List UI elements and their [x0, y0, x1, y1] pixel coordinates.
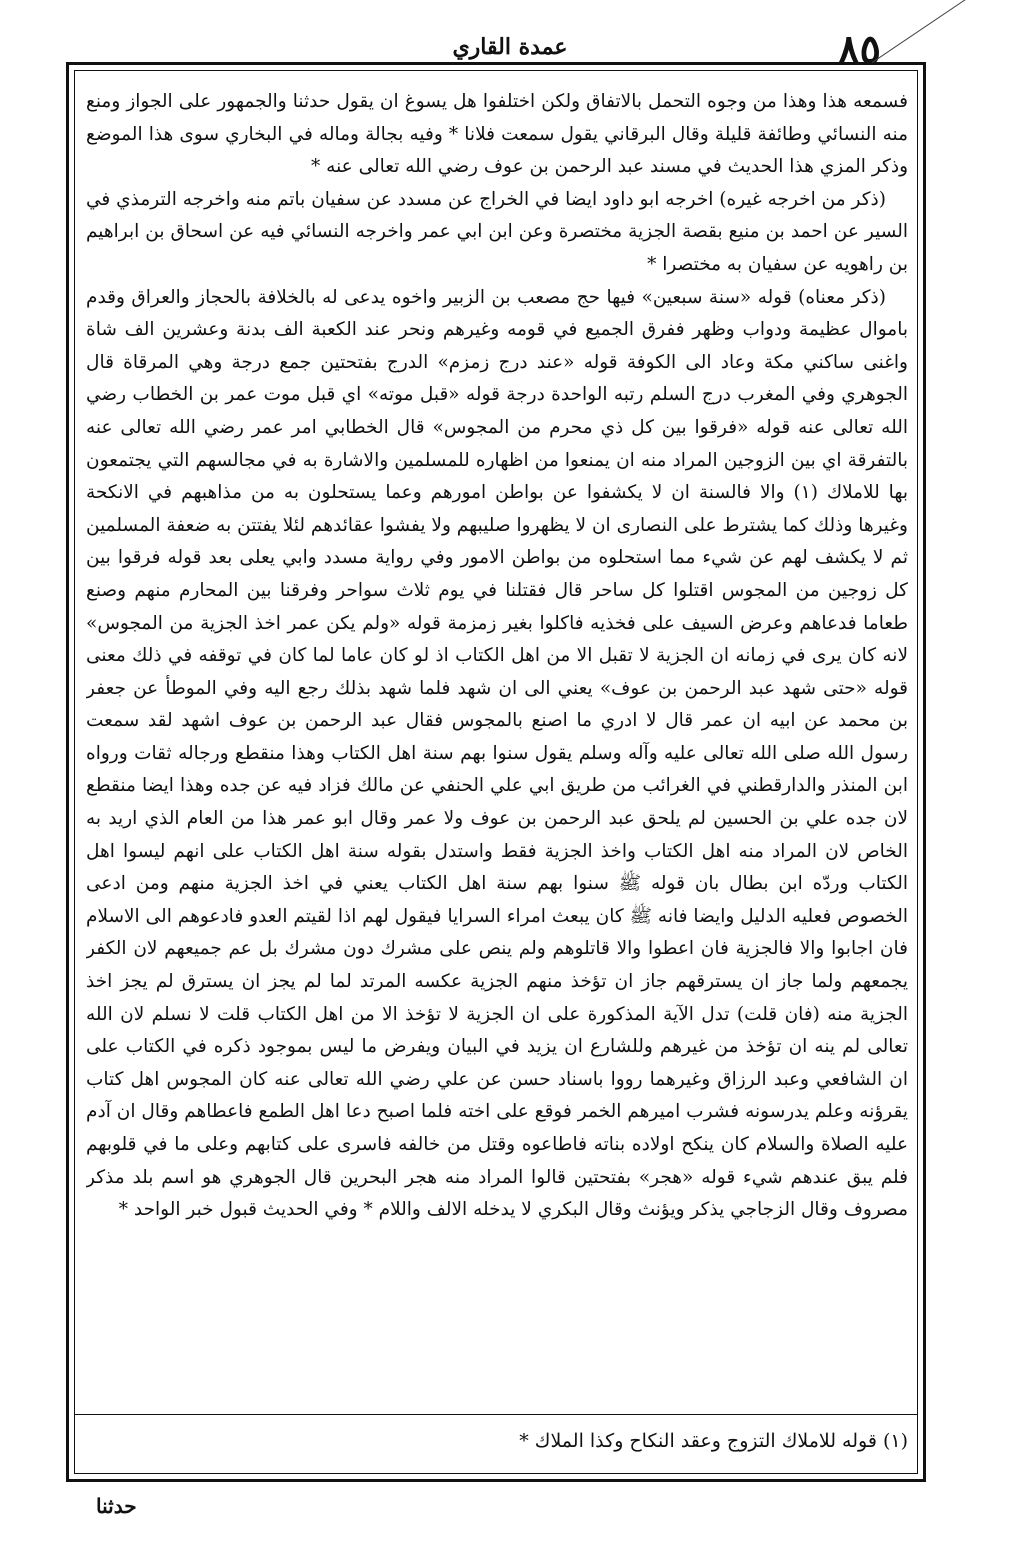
running-title: عمدة القاري [452, 34, 568, 60]
footnote-divider [74, 1414, 918, 1415]
scan-artifact-line [872, 0, 1005, 63]
footnote: (١) قوله للاملاك التزوج وعقد النكاح وكذا الملاك * [519, 1430, 908, 1452]
paragraph-intro: فسمعه هذا وهذا من وجوه التحمل بالاتفاق ولكن اختلفوا هل يسوغ ان يقول حدثنا والجمهور على الجواز ومنع منه النسائي وطائفة قليلة وقال البرقاني يقول سمعت فلانا * وفيه بجالة وماله في البخاري سوى هذا الموضع وذكر المزي هذا الحديث في مسند عبد الرحمن بن عوف رضي الله تعالى عنه * [86, 91, 908, 178]
page-number: ٨٥ [838, 26, 881, 73]
body-text [86, 86, 908, 1406]
paragraph-takhrij: (ذكر من اخرجه غيره) اخرجه ابو داود ايضا في الخراج عن مسدد عن سفيان باتم منه واخرجه الترمذي في السير عن احمد بن منيع بقصة الجزية مختصرة وعن ابن ابي عمر واخرجه النسائي فيه عن اسحاق بن ابراهيم بن راهويه عن سفيان به مختصرا * [86, 188, 908, 275]
paragraph-maana: (ذكر معناه) قوله «سنة سبعين» فيها حج مصعب بن الزبير واخوه يدعى له بالخلافة بالحجاز والعراق وقدم باموال عظيمة ودواب وظهر ففرق الجميع في قومه وغيرهم ونحر عند الكعبة الف بدنة وعشرين الف شاة واغنى ساكني مكة وعاد الى الكوفة قوله «عند درج زمزم» الدرج بفتحتين جمع درجة وهي المرقاة قال الجوهري وفي المغرب درج السلم رتبه الواحدة درجة قوله «قبل موته» اي قبل موت عمر بن الخطاب رضي الله تعالى عنه قوله «فرقوا بين كل ذي محرم من المجوس» قال الخطابي امر عمر رضي الله تعالى عنه بالتفرقة اي بين الزوجين المراد منه ان يمنعوا من اظهاره للمسلمين والاشارة به في مجالسهم التي يجتمعون بها للاملاك (١) والا فالسنة ان لا يكشفوا عن بواطن امورهم وعما يستحلون به من مذاهبهم في الانكحة وغيرها وذلك كما يشترط على النصارى ان لا يظهروا صليبهم ولا يفشوا عقائدهم لئلا يفتتن به ضعفة المسلمين ثم لا يكشف لهم عن شيء مما استحلوه من بواطن الامور وفي رواية مسدد وابي يعلى بعد قوله فرقوا بين كل زوجين من المجوس اقتلوا كل ساحر قال فقتلنا في يوم ثلاث سواحر وفرقنا بين المحارم منهم وصنع طعاما فدعاهم وعرض السيف على فخذيه فاكلوا بغير زمزمة قوله «ولم يكن عمر اخذ الجزية من المجوس» لانه كان يرى في زمانه ان الجزية لا تقبل الا من اهل الكتاب اذ لو كان عاما لما كان في توقفه في ذلك معنى قوله «حتى شهد عبد الرحمن بن عوف» يعني الى ان شهد فلما شهد بذلك رجع اليه وفي الموطأ عن جعفر بن محمد عن ابيه ان عمر قال لا ادري ما اصنع بالمجوس فقال عبد الرحمن بن عوف اشهد لقد سمعت رسول الله صلى الله تعالى عليه وآله وسلم يقول سنوا بهم سنة اهل الكتاب وهذا منقطع ورجاله ثقات ورواه ابن المنذر والدارقطني في الغرائب من طريق ابي علي الحنفي عن مالك فزاد فيه عن جده وهذا ايضا منقطع لان جده علي بن الحسين لم يلحق عبد الرحمن بن عوف ولا عمر وقال ابو عمر هذا من العام الذي اريد به الخاص لان المراد منه اهل الكتاب واخذ الجزية فقط واستدل بقوله سنة اهل الكتاب على انهم ليسوا اهل الكتاب وردّه ابن بطال بان قوله ﷺ سنوا بهم سنة اهل الكتاب يعني في اخذ الجزية منهم ومن ادعى الخصوص فعليه الدليل وايضا فانه ﷺ كان يبعث امراء السرايا فيقول لهم اذا لقيتم العدو فادعوهم الى الاسلام فان اجابوا والا فالجزية فان اعطوا والا قاتلوهم ولم ينص على مشرك دون مشرك بل عم جميعهم لان الكفر يجمعهم ولما جاز ان يسترقهم جاز ان تؤخذ منهم الجزية عكسه المرتد لما لم يجز ان يسترق لم يجز اخذ الجزية منه (فان قلت) تدل الآية المذكورة على ان الجزية لا تؤخذ الا من اهل الكتاب قلت لا نسلم لان الله تعالى لم ينه ان تؤخذ من غيرهم وللشارع ان يزيد في البيان ويفرض ما ليس بموجود ذكره في الكتاب على ان الشافعي وعبد الرزاق وغيرهما رووا باسناد حسن عن علي رضي الله تعالى عنه كان المجوس اهل كتاب يقرؤنه وعلم يدرسونه فشرب اميرهم الخمر فوقع على اخته فلما اصبح دعا اهل الطمع فاعطاهم وقال ان آدم عليه الصلاة والسلام كان ينكح اولاده بناته فاطاعوه وقتل من خالفه فاسرى على كتابهم وعلى ما في قلوبهم فلم يبق عندهم شيء قوله «هجر» بفتحتين قالوا المراد منه هجر البحرين قال الجوهري هو اسم بلد مذكر مصروف وقال الزجاجي يذكر ويؤنث وقال البكري لا يدخله الالف واللام * وفي الحديث قبول خبر الواحد * [86, 286, 908, 1221]
catchword: حدثنا [96, 1494, 137, 1518]
